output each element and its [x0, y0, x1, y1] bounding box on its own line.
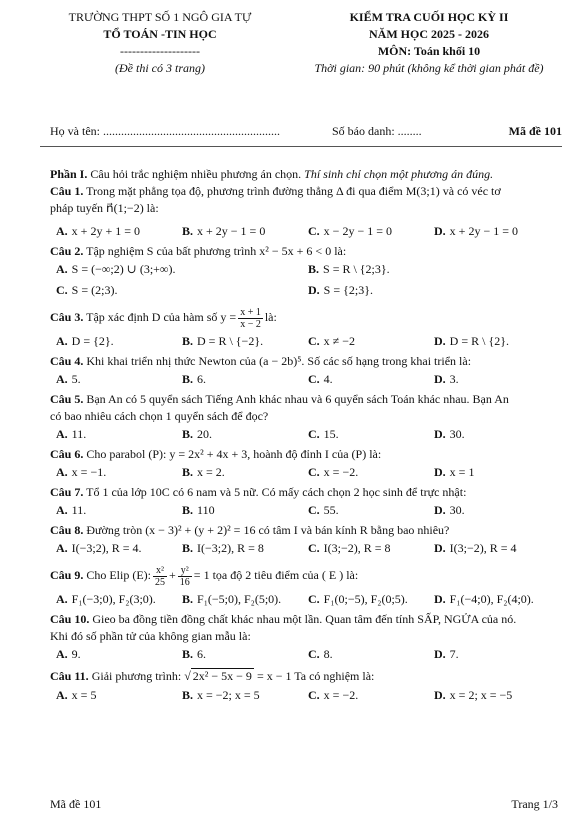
question-text: Tổ 1 của lớp 10C có 6 nam và 5 nữ. Có mấy cách chọn 2 học sinh để trực nhật: — [86, 485, 467, 499]
option-c[interactable]: C. x = −2. — [308, 465, 359, 479]
option-b[interactable]: B. x = 2. — [182, 465, 225, 479]
option-d[interactable]: D. 3. — [434, 372, 459, 386]
candidate-number-field: Số báo danh: ........ — [332, 124, 422, 138]
question-label: Câu 3. — [50, 310, 84, 324]
options — [50, 463, 560, 481]
question-11 — [50, 666, 560, 704]
question-6 — [50, 446, 560, 481]
option-a[interactable]: A. I(−3;2), R = 4. — [56, 541, 142, 555]
option-a[interactable]: A. 11. — [56, 427, 87, 441]
fraction: $\frac{\text{x²}}{25}$ — [155, 564, 166, 588]
header-rule — [40, 146, 562, 147]
option-a[interactable]: A. 11. — [56, 503, 87, 517]
radicand: 2x² − 5x − 9 — [192, 669, 252, 683]
part-title: Phần I. — [50, 167, 88, 181]
school-year: NĂM HỌC 2025 - 2026 — [369, 27, 489, 41]
option-b[interactable]: B. 20. — [182, 427, 213, 441]
header-left — [40, 9, 280, 77]
option-c[interactable]: C. 4. — [308, 372, 333, 386]
question-text: Tập xác định D của hàm số y = — [86, 310, 237, 324]
option-d[interactable]: D. 30. — [434, 503, 465, 517]
part-text: Câu hỏi trắc nghiệm nhiều phương án chọn. — [90, 167, 302, 181]
question-label: Câu 1. — [50, 184, 84, 198]
exam-title: KIỂM TRA CUỐI HỌC KỲ II — [349, 10, 509, 24]
school-name: TRƯỜNG THPT SỐ 1 NGÔ GIA TỰ — [68, 10, 252, 24]
options — [50, 281, 560, 299]
square-root-symbol: √ — [184, 669, 191, 683]
page-footer — [50, 797, 558, 812]
exam-content — [50, 166, 560, 707]
option-b[interactable]: B. 6. — [182, 372, 207, 386]
question-text: = x − 1 Ta có nghiệm là: — [256, 669, 375, 683]
options — [50, 645, 560, 663]
question-1 — [50, 183, 560, 240]
option-c[interactable]: C. F₁(0;−5), F₂(0;5). — [308, 592, 408, 606]
option-d[interactable]: D. 30. — [434, 427, 465, 441]
question-label: Câu 2. — [50, 244, 84, 258]
options — [50, 590, 560, 608]
question-text: Cho Elip (E): — [86, 568, 152, 582]
option-d[interactable]: D. x + 2y − 1 = 0 — [434, 224, 518, 238]
question-label: Câu 7. — [50, 485, 84, 499]
department-name: TỔ TOÁN -TIN HỌC — [103, 27, 217, 41]
pages-note: (Đề thi có 3 trang) — [115, 61, 205, 75]
option-d[interactable]: D. I(3;−2), R = 4 — [434, 541, 517, 555]
options — [50, 539, 560, 557]
fraction: $\frac{\text{y²}}{16}$ — [179, 564, 190, 588]
question-text: Cho parabol (P): y = 2x² + 4x + 3, hoành độ đỉnh I của (P) là: — [86, 447, 382, 461]
question-text: Gieo ba đồng tiền đồng chất khác nhau một lần. Quan tâm đến tính SẤP, NGỬA của nó. — [92, 612, 517, 626]
question-text: Khi khai triển nhị thức Newton của (a − 2b)⁵. Số các số hạng trong khai triển là: — [86, 354, 472, 368]
option-c[interactable]: C. S = (2;3). — [56, 283, 118, 297]
question-2 — [50, 243, 560, 299]
option-a[interactable]: A. x = 5 — [56, 688, 97, 702]
part-instruction: Thí sinh chỉ chọn một phương án đúng. — [304, 167, 494, 181]
option-a[interactable]: A. 9. — [56, 647, 81, 661]
option-b[interactable]: B. 6. — [182, 647, 207, 661]
option-c[interactable]: C. x ≠ −2 — [308, 334, 356, 348]
question-text: Tập nghiệm S của bất phương trình x² − 5x + 6 < 0 là: — [86, 244, 347, 258]
exam-code: Mã đề 101 — [508, 124, 562, 138]
option-d[interactable]: D. D = R \ {2}. — [434, 334, 509, 348]
fraction: $\frac{x + 1}{x - 2}$ — [240, 306, 261, 330]
option-d[interactable]: D. S = {2;3}. — [308, 283, 373, 297]
option-a[interactable]: A. x = −1. — [56, 465, 107, 479]
option-c[interactable]: C. x − 2y − 1 = 0 — [308, 224, 392, 238]
option-a[interactable]: A. x + 2y + 1 = 0 — [56, 224, 140, 238]
header-right — [298, 9, 560, 77]
option-a[interactable]: A. 5. — [56, 372, 81, 386]
option-a[interactable]: A. D = {2}. — [56, 334, 114, 348]
option-d[interactable]: D. F₁(−4;0), F₂(4;0). — [434, 592, 534, 606]
question-4 — [50, 353, 560, 388]
options — [50, 332, 560, 350]
option-c[interactable]: C. x = −2. — [308, 688, 359, 702]
part-heading — [50, 166, 560, 183]
option-c[interactable]: C. 15. — [308, 427, 339, 441]
question-label: Câu 6. — [50, 447, 84, 461]
question-label: Câu 4. — [50, 354, 84, 368]
question-text: Giải phương trình: — [91, 669, 182, 683]
option-d[interactable]: D. x = 1 — [434, 465, 475, 479]
option-d[interactable]: D. 7. — [434, 647, 459, 661]
options — [50, 686, 560, 704]
option-c[interactable]: C. I(3;−2), R = 8 — [308, 541, 391, 555]
option-c[interactable]: C. 55. — [308, 503, 339, 517]
subject: MÔN: Toán khối 10 — [377, 44, 481, 58]
options — [50, 260, 560, 278]
question-label: Câu 11. — [50, 669, 89, 683]
options — [50, 222, 560, 240]
question-10 — [50, 611, 560, 663]
question-5 — [50, 391, 560, 443]
question-text: Bạn An có 5 quyển sách Tiếng Anh khác nhau và 6 quyển sách Toán khác nhau. Bạn An — [86, 392, 509, 406]
footer-exam-code: Mã đề 101 — [50, 797, 102, 811]
option-d[interactable]: D. x = 2; x = −5 — [434, 688, 513, 702]
option-a[interactable]: A. S = (−∞;2) ∪ (3;+∞). — [56, 262, 176, 276]
question-text: có bao nhiêu cách chọn 1 quyển sách để đọc? — [50, 409, 269, 423]
question-text: Khi đó số phần tử của không gian mẫu là: — [50, 629, 251, 643]
question-text: Đường tròn (x − 3)² + (y + 2)² = 16 có tâm I và bán kính R bằng bao nhiêu? — [86, 523, 450, 537]
header-divider: -------------------- — [120, 44, 200, 58]
question-label: Câu 5. — [50, 392, 84, 406]
question-label: Câu 8. — [50, 523, 84, 537]
options — [50, 370, 560, 388]
student-info — [50, 124, 562, 139]
option-b[interactable]: B. F₁(−5;0), F₂(5;0). — [182, 592, 282, 606]
question-label: Câu 10. — [50, 612, 90, 626]
page-number: Trang 1/3 — [511, 797, 558, 811]
option-b[interactable]: B. x = −2; x = 5 — [182, 688, 260, 702]
question-3 — [50, 302, 560, 350]
question-text: = 1 tọa độ 2 tiêu điểm của ( E ) là: — [193, 568, 359, 582]
option-b[interactable]: B. I(−3;2), R = 8 — [182, 541, 264, 555]
option-b[interactable]: B. S = R \ {2;3}. — [308, 262, 390, 276]
option-c[interactable]: C. 8. — [308, 647, 333, 661]
option-b[interactable]: B. x + 2y − 1 = 0 — [182, 224, 266, 238]
question-text: pháp tuyến n⃗(1;−2) là: — [50, 201, 159, 215]
question-label: Câu 9. — [50, 568, 84, 582]
question-text: là: — [264, 310, 277, 324]
options — [50, 425, 560, 443]
option-b[interactable]: B. D = R \ {−2}. — [182, 334, 264, 348]
options — [50, 501, 560, 519]
question-text: Trong mặt phẳng tọa độ, phương trình đường thẳng Δ đi qua điểm M(3;1) và có véc tơ — [86, 184, 501, 198]
question-9: Câu 9. Cho Elip (E): $\frac{\text{x²}}{25}$ + $\frac{\text{y²}}{16}$ = 1 tọa độ 2 tiêu điểm của ( E ) là: A. F₁(−3;0), F₂(3;0). B. F₁(−5;0), F₂(5;0). C. F₁(0;−5), F₂(0;5). D. F₁(−4;0), F₂(4;0). — [50, 560, 560, 608]
question-8 — [50, 522, 560, 557]
student-name-field: Họ và tên: ........................................................... — [50, 124, 280, 138]
option-a[interactable]: A. F₁(−3;0), F₂(3;0). — [56, 592, 156, 606]
exam-time: Thời gian: 90 phút (không kể thời gian phát đề) — [314, 61, 544, 75]
question-7 — [50, 484, 560, 519]
option-b[interactable]: B. 110 — [182, 503, 215, 517]
